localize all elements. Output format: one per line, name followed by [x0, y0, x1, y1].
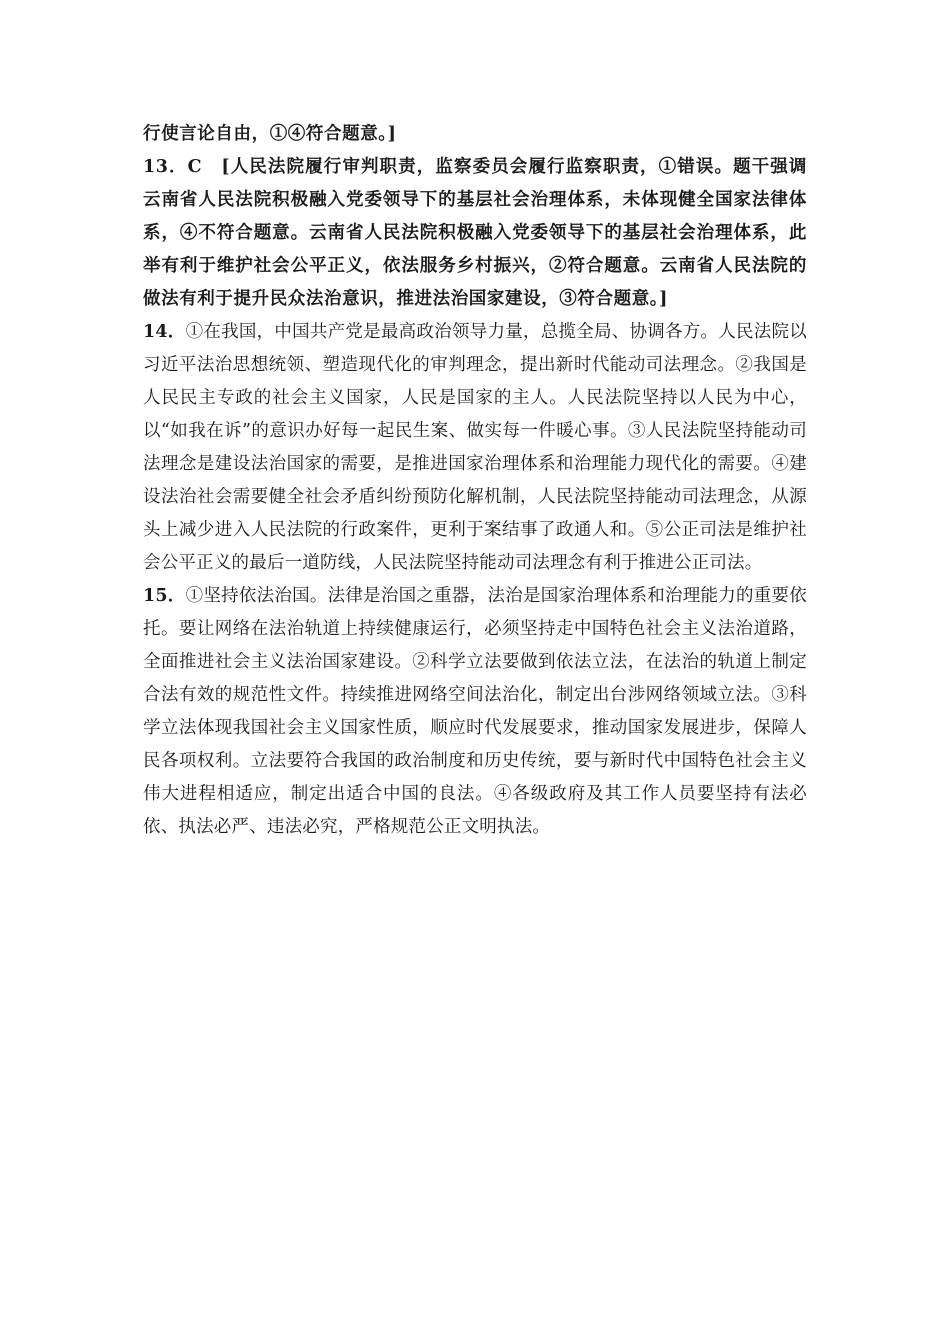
paragraph-text: ①坚持依法治国。法律是治国之重器，法治是国家治理体系和治理能力的重要依托。要让网络在法治轨道上持续健康运行，必须坚持走中国特色社会主义法治道路，全面推进社会主义法治国家建设。②科学立法要做到依法立法，在法治的轨道上制定合法有效的规范性文件。持续推进网络空间法治化，制定出台涉网络领域立法。③科学立法体现我国社会主义国家性质，顺应时代发展要求，推动国家发展进步，保障人民各项权利。立法要符合我国的政治制度和历史传统，要与新时代中国特色社会主义伟大进程相适应，制定出适合中国的良法。④各级政府及其工作人员要坚持有法必依、执法必严、违法必究，严格规范公正文明执法。	[143, 586, 808, 837]
answer-12-continuation	[143, 118, 807, 151]
question-number: 14．	[143, 322, 186, 342]
document-page	[143, 118, 807, 844]
question-number: 13．	[143, 157, 188, 177]
answer-14	[143, 316, 807, 580]
paragraph-text: 行使言论自由，①④符合题意。]	[143, 124, 397, 144]
answer-15	[143, 580, 807, 844]
answer-13	[143, 151, 807, 316]
paragraph-text: C [人民法院履行审判职责，监察委员会履行监察职责，①错误。题干强调云南省人民法院积极融入党委领导下的基层社会治理体系，未体现健全国家法律体系，④不符合题意。云南省人民法院积极融入党委领导下的基层社会治理体系，此举有利于维护社会公平正义，依法服务乡村振兴，②符合题意。云南省人民法院的做法有利于提升民众法治意识，推进法治国家建设，③符合题意。]	[143, 157, 807, 309]
paragraph-text: ①在我国，中国共产党是最高政治领导力量，总揽全局、协调各方。人民法院以习近平法治思想统领、塑造现代化的审判理念，提出新时代能动司法理念。②我国是人民民主专政的社会主义国家，人民是国家的主人。人民法院坚持以人民为中心，以“如我在诉”的意识办好每一起民生案、做实每一件暖心事。③人民法院坚持能动司法理念是建设法治国家的需要，是推进国家治理体系和治理能力现代化的需要。④建设法治社会需要健全社会矛盾纠纷预防化解机制，人民法院坚持能动司法理念，从源头上减少进入人民法院的行政案件，更利于案结事了政通人和。⑤公正司法是维护社会公平正义的最后一道防线，人民法院坚持能动司法理念有利于推进公正司法。	[143, 322, 808, 573]
question-number: 15．	[143, 586, 186, 606]
